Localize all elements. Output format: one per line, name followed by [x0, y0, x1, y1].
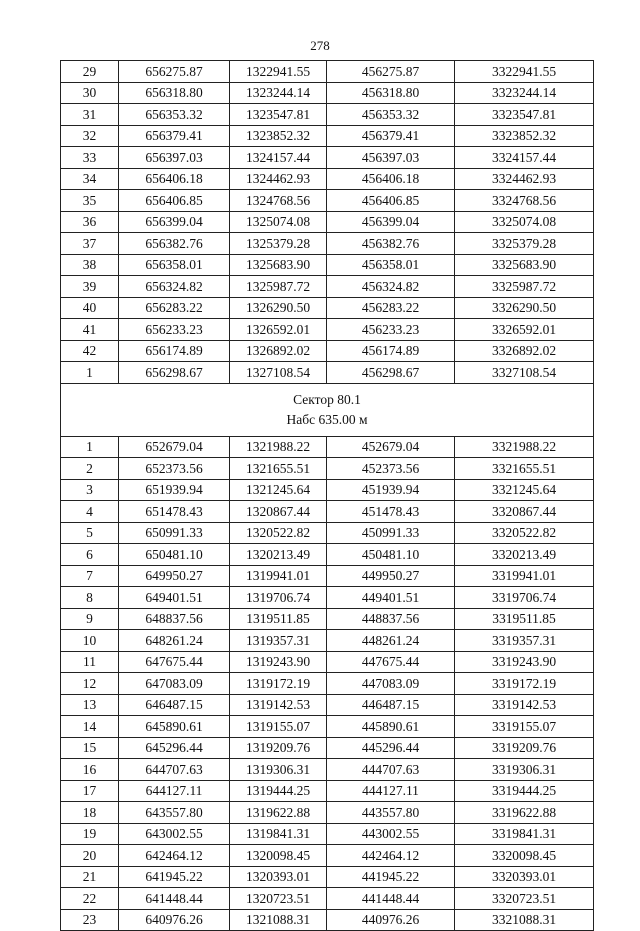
- table-row: [61, 737, 594, 759]
- table-cell: 1320098.45: [230, 845, 327, 867]
- table-cell: 456382.76: [327, 233, 455, 255]
- table-cell: 450481.10: [327, 544, 455, 566]
- table-cell: 1320393.01: [230, 866, 327, 888]
- table-cell: 3321988.22: [455, 436, 594, 458]
- table-cell: 451478.43: [327, 501, 455, 523]
- table-cell: 1319357.31: [230, 630, 327, 652]
- table-row: [61, 845, 594, 867]
- table-cell: 1323244.14: [230, 82, 327, 104]
- table-cell: 651478.43: [119, 501, 230, 523]
- table-cell: 1325379.28: [230, 233, 327, 255]
- table-row: [61, 694, 594, 716]
- table-cell: 1324768.56: [230, 190, 327, 212]
- table-row: [61, 673, 594, 695]
- table-row: [61, 125, 594, 147]
- table-cell: 1320213.49: [230, 544, 327, 566]
- table-row: [61, 888, 594, 910]
- table-cell: 3326592.01: [455, 319, 594, 341]
- table-cell: 456233.23: [327, 319, 455, 341]
- table-cell: 456406.18: [327, 168, 455, 190]
- table-cell: 449401.51: [327, 587, 455, 609]
- table-cell: 645296.44: [119, 737, 230, 759]
- table-row: [61, 340, 594, 362]
- table-cell: 656174.89: [119, 340, 230, 362]
- table-cell: 1324157.44: [230, 147, 327, 169]
- table-row: [61, 147, 594, 169]
- table-cell: 440976.26: [327, 909, 455, 931]
- table-cell: 456406.85: [327, 190, 455, 212]
- table-cell: 3321245.64: [455, 479, 594, 501]
- table-row: [61, 190, 594, 212]
- table-cell: 652679.04: [119, 436, 230, 458]
- table-cell: 651939.94: [119, 479, 230, 501]
- table-cell: 40: [61, 297, 119, 319]
- table-cell: 451939.94: [327, 479, 455, 501]
- table-cell: 646487.15: [119, 694, 230, 716]
- table-cell: 447083.09: [327, 673, 455, 695]
- table-cell: 656406.18: [119, 168, 230, 190]
- table-cell: 456298.67: [327, 362, 455, 384]
- table-row: [61, 823, 594, 845]
- table-cell: 3319209.76: [455, 737, 594, 759]
- table-cell: 4: [61, 501, 119, 523]
- table-cell: 442464.12: [327, 845, 455, 867]
- table-cell: 1319444.25: [230, 780, 327, 802]
- table-cell: 13: [61, 694, 119, 716]
- table-cell: 448261.24: [327, 630, 455, 652]
- table-row: [61, 630, 594, 652]
- table-cell: 32: [61, 125, 119, 147]
- table-cell: 1319306.31: [230, 759, 327, 781]
- table-cell: 644707.63: [119, 759, 230, 781]
- table-cell: 656324.82: [119, 276, 230, 298]
- table-cell: 19: [61, 823, 119, 845]
- table-cell: 641945.22: [119, 866, 230, 888]
- table-cell: 3326290.50: [455, 297, 594, 319]
- table-cell: 446487.15: [327, 694, 455, 716]
- table-cell: 17: [61, 780, 119, 802]
- table-cell: 1326290.50: [230, 297, 327, 319]
- table-row: [61, 82, 594, 104]
- table-cell: 649401.51: [119, 587, 230, 609]
- table-cell: 3320213.49: [455, 544, 594, 566]
- table-cell: 644127.11: [119, 780, 230, 802]
- table-cell: 656298.67: [119, 362, 230, 384]
- table-cell: 7: [61, 565, 119, 587]
- table-cell: 34: [61, 168, 119, 190]
- table-row: [61, 587, 594, 609]
- page-number: 278: [310, 38, 330, 53]
- table-cell: 456358.01: [327, 254, 455, 276]
- table-cell: 3320723.51: [455, 888, 594, 910]
- table-cell: 443002.55: [327, 823, 455, 845]
- table-row: [61, 866, 594, 888]
- table-cell: 456318.80: [327, 82, 455, 104]
- table-cell: 656353.32: [119, 104, 230, 126]
- table-cell: 1320723.51: [230, 888, 327, 910]
- table-cell: 1324462.93: [230, 168, 327, 190]
- table-row: [61, 168, 594, 190]
- table-row: [61, 651, 594, 673]
- table-cell: 456174.89: [327, 340, 455, 362]
- table-cell: 441448.44: [327, 888, 455, 910]
- table-cell: 1326592.01: [230, 319, 327, 341]
- table-cell: 452373.56: [327, 458, 455, 480]
- table-cell: 656275.87: [119, 61, 230, 83]
- table-cell: 3325379.28: [455, 233, 594, 255]
- table-row: [61, 276, 594, 298]
- table-cell: 456275.87: [327, 61, 455, 83]
- table-row: [61, 501, 594, 523]
- table-row: [61, 458, 594, 480]
- table-cell: 1326892.02: [230, 340, 327, 362]
- table-row: [61, 297, 594, 319]
- table-cell: 456324.82: [327, 276, 455, 298]
- table-body-bottom: [61, 436, 594, 931]
- table-cell: 656283.22: [119, 297, 230, 319]
- table-cell: 1319155.07: [230, 716, 327, 738]
- table-cell: 6: [61, 544, 119, 566]
- table-cell: 3319941.01: [455, 565, 594, 587]
- table-cell: 2: [61, 458, 119, 480]
- table-row: [61, 544, 594, 566]
- table-cell: 3323852.32: [455, 125, 594, 147]
- table-row: [61, 61, 594, 83]
- table-cell: 647675.44: [119, 651, 230, 673]
- table-cell: 445890.61: [327, 716, 455, 738]
- section-header-body: [61, 383, 594, 436]
- table-cell: 448837.56: [327, 608, 455, 630]
- table-cell: 3327108.54: [455, 362, 594, 384]
- table-cell: 3319142.53: [455, 694, 594, 716]
- table-cell: 1319243.90: [230, 651, 327, 673]
- table-cell: 1: [61, 436, 119, 458]
- table-cell: 3322941.55: [455, 61, 594, 83]
- table-cell: 1321988.22: [230, 436, 327, 458]
- table-row: [61, 211, 594, 233]
- table-cell: 3323547.81: [455, 104, 594, 126]
- table-cell: 31: [61, 104, 119, 126]
- table-row: [61, 522, 594, 544]
- table-cell: 447675.44: [327, 651, 455, 673]
- table-cell: 656399.04: [119, 211, 230, 233]
- table-cell: 1319706.74: [230, 587, 327, 609]
- table-cell: 1325074.08: [230, 211, 327, 233]
- table-row: [61, 233, 594, 255]
- section-header-row: [61, 383, 594, 436]
- table-cell: 41: [61, 319, 119, 341]
- table-cell: 22: [61, 888, 119, 910]
- table-cell: 3319511.85: [455, 608, 594, 630]
- table-cell: 29: [61, 61, 119, 83]
- table-cell: 12: [61, 673, 119, 695]
- table-cell: 1325683.90: [230, 254, 327, 276]
- table-cell: 1319172.19: [230, 673, 327, 695]
- table-cell: 42: [61, 340, 119, 362]
- table-cell: 1323852.32: [230, 125, 327, 147]
- table-cell: 14: [61, 716, 119, 738]
- table-cell: 20: [61, 845, 119, 867]
- table-cell: 3325987.72: [455, 276, 594, 298]
- table-cell: 30: [61, 82, 119, 104]
- table-cell: 3321655.51: [455, 458, 594, 480]
- table-cell: 37: [61, 233, 119, 255]
- table-cell: 3324768.56: [455, 190, 594, 212]
- table-cell: 1320867.44: [230, 501, 327, 523]
- table-row: [61, 362, 594, 384]
- table-cell: 645890.61: [119, 716, 230, 738]
- table-cell: 1327108.54: [230, 362, 327, 384]
- table-cell: 640976.26: [119, 909, 230, 931]
- table-row: [61, 716, 594, 738]
- table-cell: 15: [61, 737, 119, 759]
- table-cell: 1323547.81: [230, 104, 327, 126]
- table-cell: 3326892.02: [455, 340, 594, 362]
- table-cell: 3320098.45: [455, 845, 594, 867]
- table-row: [61, 254, 594, 276]
- table-cell: 5: [61, 522, 119, 544]
- table-cell: 1319209.76: [230, 737, 327, 759]
- table-cell: 1319511.85: [230, 608, 327, 630]
- table-row: [61, 319, 594, 341]
- table-cell: 444127.11: [327, 780, 455, 802]
- table-cell: 456379.41: [327, 125, 455, 147]
- table-cell: 3319706.74: [455, 587, 594, 609]
- table-cell: 3324157.44: [455, 147, 594, 169]
- section-title: Сектор 80.1: [293, 391, 361, 407]
- table-cell: 3320867.44: [455, 501, 594, 523]
- table-cell: 456399.04: [327, 211, 455, 233]
- table-cell: 1321088.31: [230, 909, 327, 931]
- table-cell: 656318.80: [119, 82, 230, 104]
- table-cell: 3319306.31: [455, 759, 594, 781]
- table-cell: 16: [61, 759, 119, 781]
- section-header: [61, 383, 594, 436]
- table-cell: 3320522.82: [455, 522, 594, 544]
- table-cell: 1319841.31: [230, 823, 327, 845]
- table-row: [61, 802, 594, 824]
- table-cell: 18: [61, 802, 119, 824]
- table-row: [61, 479, 594, 501]
- table-cell: 3319444.25: [455, 780, 594, 802]
- table-cell: 36: [61, 211, 119, 233]
- table-cell: 11: [61, 651, 119, 673]
- table-cell: 642464.12: [119, 845, 230, 867]
- table-cell: 656379.41: [119, 125, 230, 147]
- table-cell: 656382.76: [119, 233, 230, 255]
- table-cell: 652373.56: [119, 458, 230, 480]
- section-subtitle: Набс 635.00 м: [286, 411, 368, 427]
- table-cell: 649950.27: [119, 565, 230, 587]
- table-cell: 648837.56: [119, 608, 230, 630]
- table-cell: 3319155.07: [455, 716, 594, 738]
- table-cell: 452679.04: [327, 436, 455, 458]
- table-cell: 3324462.93: [455, 168, 594, 190]
- table-cell: 23: [61, 909, 119, 931]
- table-cell: 650991.33: [119, 522, 230, 544]
- table-row: [61, 608, 594, 630]
- table-cell: 1319622.88: [230, 802, 327, 824]
- table-cell: 1319941.01: [230, 565, 327, 587]
- table-cell: 656233.23: [119, 319, 230, 341]
- table-cell: 445296.44: [327, 737, 455, 759]
- table-cell: 441945.22: [327, 866, 455, 888]
- table-cell: 1320522.82: [230, 522, 327, 544]
- table-cell: 656397.03: [119, 147, 230, 169]
- table-cell: 3319243.90: [455, 651, 594, 673]
- table-cell: 648261.24: [119, 630, 230, 652]
- table-row: [61, 436, 594, 458]
- table-cell: 3319622.88: [455, 802, 594, 824]
- table-cell: 1: [61, 362, 119, 384]
- table-cell: 1319142.53: [230, 694, 327, 716]
- table-cell: 3319172.19: [455, 673, 594, 695]
- table-row: [61, 759, 594, 781]
- table-cell: 33: [61, 147, 119, 169]
- table-cell: 656406.85: [119, 190, 230, 212]
- table-cell: 3: [61, 479, 119, 501]
- table-cell: 8: [61, 587, 119, 609]
- table-cell: 641448.44: [119, 888, 230, 910]
- table-cell: 3321088.31: [455, 909, 594, 931]
- table-cell: 3320393.01: [455, 866, 594, 888]
- table-cell: 3325074.08: [455, 211, 594, 233]
- table-cell: 3319357.31: [455, 630, 594, 652]
- table-cell: 1325987.72: [230, 276, 327, 298]
- table-cell: 9: [61, 608, 119, 630]
- table-cell: 449950.27: [327, 565, 455, 587]
- table-cell: 456397.03: [327, 147, 455, 169]
- table-row: [61, 909, 594, 931]
- table-cell: 1322941.55: [230, 61, 327, 83]
- table-cell: 3323244.14: [455, 82, 594, 104]
- table-cell: 21: [61, 866, 119, 888]
- table-cell: 3319841.31: [455, 823, 594, 845]
- table-cell: 3325683.90: [455, 254, 594, 276]
- table-cell: 443557.80: [327, 802, 455, 824]
- table-cell: 456283.22: [327, 297, 455, 319]
- table-cell: 643002.55: [119, 823, 230, 845]
- table-cell: 10: [61, 630, 119, 652]
- table-cell: 39: [61, 276, 119, 298]
- table-cell: 450991.33: [327, 522, 455, 544]
- table-cell: 1321245.64: [230, 479, 327, 501]
- table-row: [61, 780, 594, 802]
- table-row: [61, 565, 594, 587]
- table-cell: 444707.63: [327, 759, 455, 781]
- table-cell: 647083.09: [119, 673, 230, 695]
- table-body-top: [61, 61, 594, 384]
- table-cell: 1321655.51: [230, 458, 327, 480]
- table-cell: 35: [61, 190, 119, 212]
- table-cell: 456353.32: [327, 104, 455, 126]
- table-cell: 643557.80: [119, 802, 230, 824]
- table-cell: 656358.01: [119, 254, 230, 276]
- coordinates-table: [60, 60, 594, 931]
- table-cell: 650481.10: [119, 544, 230, 566]
- table-row: [61, 104, 594, 126]
- table-cell: 38: [61, 254, 119, 276]
